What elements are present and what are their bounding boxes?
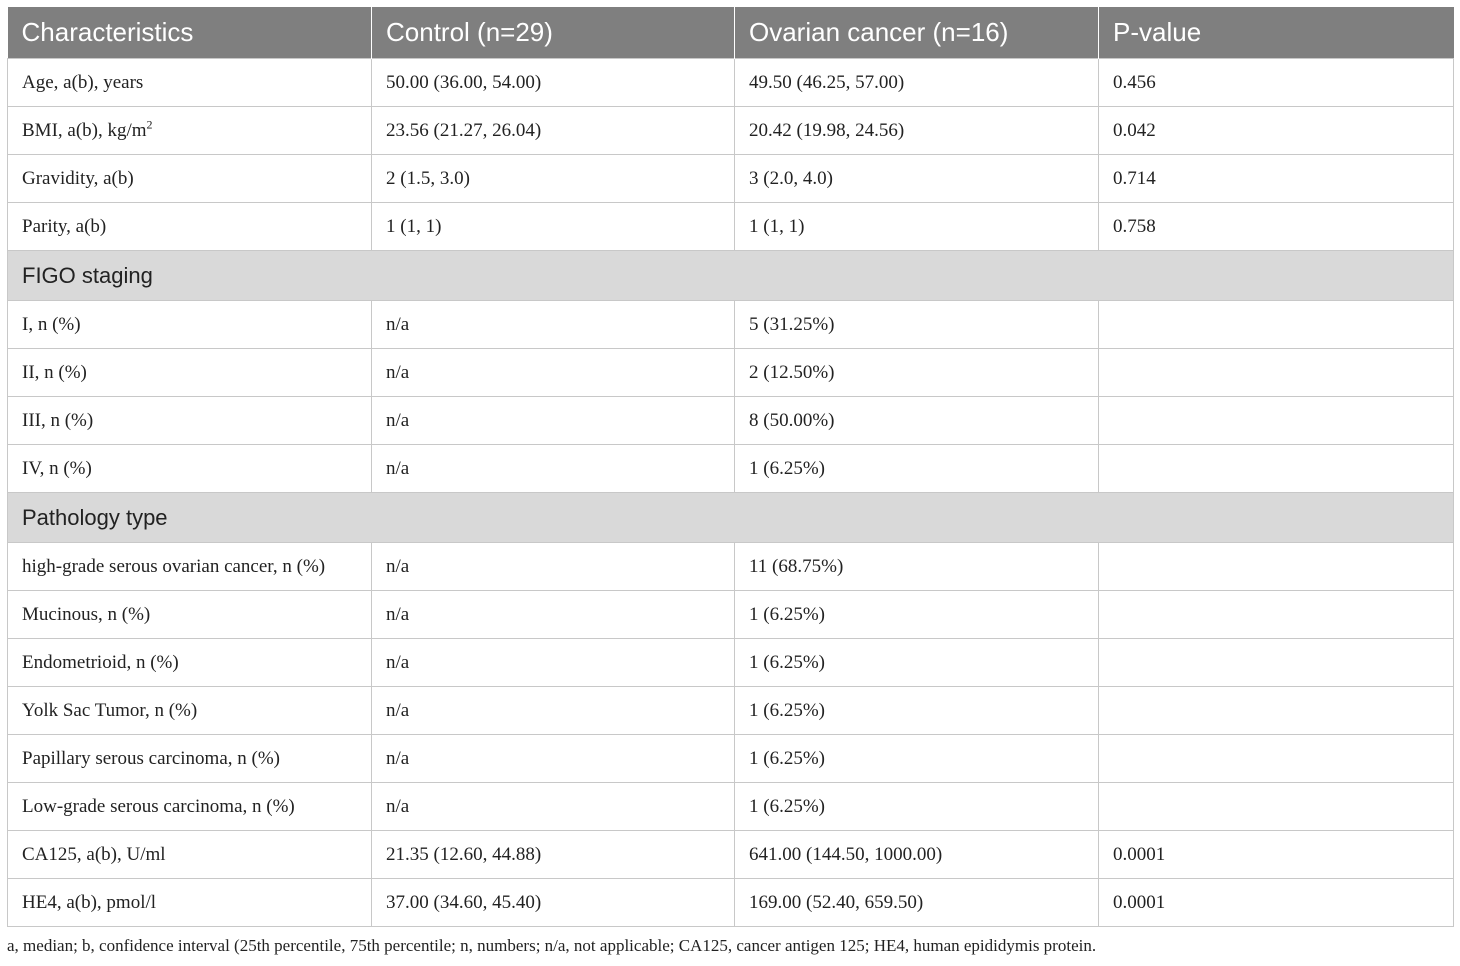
cell-control-text: 23.56 (21.27, 26.04) — [386, 119, 542, 141]
cell-control — [372, 107, 735, 155]
table-row — [8, 879, 1454, 927]
cell-ovarian-cancer — [735, 445, 1099, 493]
cell-characteristic — [8, 831, 372, 879]
cell-control — [372, 831, 735, 879]
cell-p-value — [1099, 301, 1454, 349]
cell-ovarian-cancer-text: 5 (31.25%) — [749, 313, 835, 335]
cell-ovarian-cancer-text: 169.00 (52.40, 659.50) — [749, 891, 924, 913]
section-header-row — [8, 493, 1454, 543]
cell-p-value-text: 0.0001 — [1113, 843, 1166, 865]
table-row — [8, 349, 1454, 397]
table-row — [8, 445, 1454, 493]
cell-ovarian-cancer — [735, 879, 1099, 927]
cell-control — [372, 59, 735, 107]
cell-ovarian-cancer-text: 1 (6.25%) — [749, 457, 825, 479]
cell-control-text: n/a — [386, 313, 410, 335]
header-control: Control (n=29) — [372, 7, 735, 59]
cell-p-value — [1099, 879, 1454, 927]
cell-control — [372, 639, 735, 687]
table-footnote: a, median; b, confidence interval (25th percentile, 75th percentile; n, numbers; n/a, not applicable; CA125, cancer antigen 125; HE4, human epididymis protein. — [7, 936, 1097, 955]
cell-ovarian-cancer-text: 2 (12.50%) — [749, 361, 835, 383]
cell-control-text: n/a — [386, 651, 410, 673]
cell-ovarian-cancer-text: 1 (6.25%) — [749, 651, 825, 673]
cell-characteristic-text: IV, n (%) — [22, 457, 92, 479]
cell-characteristic — [8, 783, 372, 831]
cell-ovarian-cancer — [735, 107, 1099, 155]
cell-characteristic-text: I, n (%) — [22, 313, 81, 335]
cell-ovarian-cancer-text: 1 (6.25%) — [749, 699, 825, 721]
cell-control-text: n/a — [386, 409, 410, 431]
cell-control — [372, 687, 735, 735]
cell-characteristic-text: Parity, a(b) — [22, 215, 107, 237]
cell-p-value — [1099, 735, 1454, 783]
cell-p-value — [1099, 349, 1454, 397]
cell-characteristic — [8, 107, 372, 155]
cell-control — [372, 735, 735, 783]
cell-ovarian-cancer — [735, 735, 1099, 783]
cell-ovarian-cancer — [735, 397, 1099, 445]
cell-characteristic — [8, 349, 372, 397]
cell-p-value — [1099, 59, 1454, 107]
cell-ovarian-cancer — [735, 591, 1099, 639]
table-row — [8, 59, 1454, 107]
cell-ovarian-cancer-text: 11 (68.75%) — [749, 555, 844, 577]
cell-control-text: 50.00 (36.00, 54.00) — [386, 71, 542, 93]
cell-p-value-text: 0.042 — [1113, 119, 1156, 141]
cell-p-value — [1099, 783, 1454, 831]
cell-ovarian-cancer — [735, 783, 1099, 831]
cell-p-value — [1099, 397, 1454, 445]
cell-characteristic — [8, 445, 372, 493]
cell-ovarian-cancer — [735, 349, 1099, 397]
cell-ovarian-cancer-text: 1 (6.25%) — [749, 795, 825, 817]
cell-ovarian-cancer — [735, 639, 1099, 687]
cell-control-text: n/a — [386, 795, 410, 817]
cell-characteristic-text: Papillary serous carcinoma, n (%) — [22, 747, 280, 769]
cell-characteristic-text: high-grade serous ovarian cancer, n (%) — [22, 555, 326, 577]
cell-control-text: n/a — [386, 747, 410, 769]
cell-control — [372, 155, 735, 203]
cell-characteristic-text: Low-grade serous carcinoma, n (%) — [22, 795, 295, 817]
characteristics-table-container — [7, 7, 1453, 927]
header-ovarian-cancer: Ovarian cancer (n=16) — [735, 7, 1099, 59]
cell-ovarian-cancer-text: 20.42 (19.98, 24.56) — [749, 119, 905, 141]
cell-ovarian-cancer-text: 8 (50.00%) — [749, 409, 835, 431]
cell-ovarian-cancer-text: 641.00 (144.50, 1000.00) — [749, 843, 943, 865]
cell-p-value-text: 0.758 — [1113, 215, 1156, 237]
cell-control — [372, 783, 735, 831]
cell-characteristic — [8, 155, 372, 203]
table-row — [8, 639, 1454, 687]
cell-ovarian-cancer-text: 1 (6.25%) — [749, 747, 825, 769]
table-row — [8, 301, 1454, 349]
cell-control — [372, 445, 735, 493]
cell-p-value — [1099, 445, 1454, 493]
header-p-value: P-value — [1099, 7, 1454, 59]
superscript: 2 — [146, 117, 153, 132]
cell-characteristic-text: II, n (%) — [22, 361, 87, 383]
table-row — [8, 155, 1454, 203]
cell-p-value — [1099, 639, 1454, 687]
cell-characteristic-text: CA125, a(b), U/ml — [22, 843, 166, 865]
cell-characteristic — [8, 203, 372, 251]
cell-characteristic — [8, 687, 372, 735]
cell-characteristic — [8, 301, 372, 349]
cell-p-value-text: 0.0001 — [1113, 891, 1166, 913]
table-row — [8, 591, 1454, 639]
cell-control-text: n/a — [386, 361, 410, 383]
header-characteristics: Characteristics — [8, 7, 372, 59]
cell-characteristic-text: Age, a(b), years — [22, 71, 144, 93]
cell-p-value — [1099, 831, 1454, 879]
cell-characteristic — [8, 639, 372, 687]
section-title: FIGO staging — [8, 251, 1454, 301]
cell-characteristic — [8, 543, 372, 591]
table-row — [8, 107, 1454, 155]
cell-ovarian-cancer-text: 1 (6.25%) — [749, 603, 825, 625]
cell-ovarian-cancer — [735, 155, 1099, 203]
table-row — [8, 783, 1454, 831]
cell-characteristic-text: Yolk Sac Tumor, n (%) — [22, 699, 198, 721]
cell-control-text: n/a — [386, 603, 410, 625]
cell-ovarian-cancer-text: 49.50 (46.25, 57.00) — [749, 71, 905, 93]
cell-control — [372, 349, 735, 397]
cell-characteristic — [8, 879, 372, 927]
cell-control — [372, 301, 735, 349]
table-row — [8, 687, 1454, 735]
cell-control-text: 37.00 (34.60, 45.40) — [386, 891, 542, 913]
table-row — [8, 543, 1454, 591]
cell-control-text: 2 (1.5, 3.0) — [386, 167, 470, 189]
table-row — [8, 397, 1454, 445]
cell-p-value-text: 0.714 — [1113, 167, 1156, 189]
cell-p-value-text: 0.456 — [1113, 71, 1156, 93]
cell-control — [372, 591, 735, 639]
cell-characteristic-text: BMI, a(b), kg/m — [22, 119, 147, 141]
cell-control-text: 21.35 (12.60, 44.88) — [386, 843, 542, 865]
table-row — [8, 203, 1454, 251]
section-title: Pathology type — [8, 493, 1454, 543]
cell-p-value — [1099, 543, 1454, 591]
table-body — [8, 59, 1454, 927]
cell-p-value — [1099, 687, 1454, 735]
cell-control-text: 1 (1, 1) — [386, 215, 442, 237]
table-row — [8, 831, 1454, 879]
cell-control — [372, 543, 735, 591]
cell-ovarian-cancer — [735, 59, 1099, 107]
cell-characteristic — [8, 591, 372, 639]
cell-characteristic-text: III, n (%) — [22, 409, 94, 431]
cell-ovarian-cancer — [735, 203, 1099, 251]
cell-characteristic-text: Endometrioid, n (%) — [22, 651, 179, 673]
cell-control — [372, 397, 735, 445]
cell-characteristic — [8, 59, 372, 107]
cell-ovarian-cancer — [735, 831, 1099, 879]
cell-control-text: n/a — [386, 699, 410, 721]
cell-control-text: n/a — [386, 555, 410, 577]
section-header-row — [8, 251, 1454, 301]
cell-ovarian-cancer — [735, 301, 1099, 349]
cell-control — [372, 203, 735, 251]
cell-p-value — [1099, 591, 1454, 639]
cell-ovarian-cancer-text: 3 (2.0, 4.0) — [749, 167, 833, 189]
cell-characteristic — [8, 735, 372, 783]
cell-control-text: n/a — [386, 457, 410, 479]
cell-p-value — [1099, 155, 1454, 203]
cell-p-value — [1099, 107, 1454, 155]
cell-control — [372, 879, 735, 927]
cell-characteristic-text: HE4, a(b), pmol/l — [22, 891, 157, 913]
table-row — [8, 735, 1454, 783]
cell-characteristic-text: Gravidity, a(b) — [22, 167, 134, 189]
cell-characteristic-text: Mucinous, n (%) — [22, 603, 151, 625]
table-header-row — [8, 7, 1454, 59]
cell-p-value — [1099, 203, 1454, 251]
characteristics-table — [7, 7, 1454, 927]
cell-ovarian-cancer-text: 1 (1, 1) — [749, 215, 805, 237]
cell-ovarian-cancer — [735, 543, 1099, 591]
cell-ovarian-cancer — [735, 687, 1099, 735]
cell-characteristic — [8, 397, 372, 445]
